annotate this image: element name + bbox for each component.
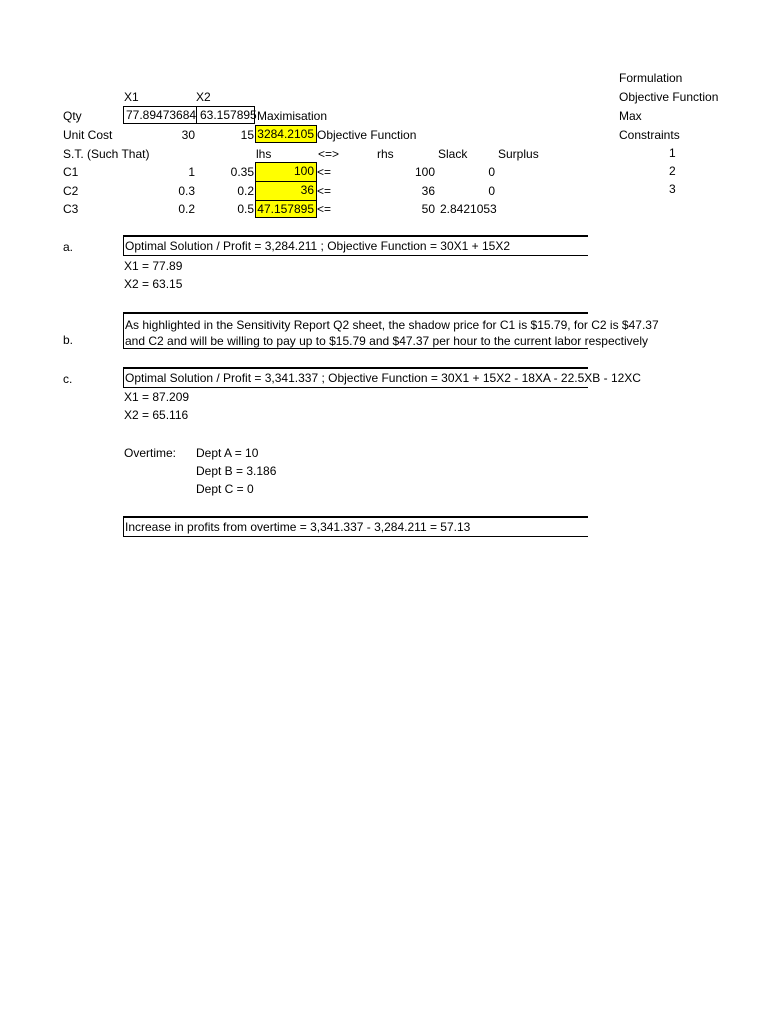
c2-lhs-cell[interactable]: 36 <box>255 181 317 200</box>
answer-b-box <box>123 312 659 349</box>
answer-c-x1: X1 = 87.209 <box>124 390 190 404</box>
formulation-constraint-1: 1 <box>669 146 676 160</box>
row-label-c1: C1 <box>63 165 79 179</box>
header-slack: Slack <box>438 147 468 161</box>
formulation-max: Max <box>619 109 642 123</box>
overtime-label: Overtime: <box>124 446 177 460</box>
header-x2: X2 <box>196 90 211 104</box>
c2-x1: 0.3 <box>178 184 195 198</box>
c3-lhs-cell[interactable]: 47.157895 <box>255 200 317 218</box>
c3-operator: <= <box>317 202 332 216</box>
answer-c-x2: X2 = 65.116 <box>124 408 189 422</box>
formulation-objective: Objective Function <box>619 90 719 104</box>
unit-cost-x1: 30 <box>181 128 195 142</box>
answer-a-letter: a. <box>63 240 74 254</box>
unit-cost-note: Objective Function <box>317 128 417 142</box>
qty-divider <box>196 106 197 124</box>
header-operator: <=> <box>318 147 340 161</box>
overtime-dept-b: Dept B = 3.186 <box>196 464 277 478</box>
c2-slack: 0 <box>488 184 495 198</box>
row-label-unit-cost: Unit Cost <box>63 128 113 142</box>
row-label-qty: Qty <box>63 109 82 123</box>
c2-operator: <= <box>317 184 332 198</box>
answer-c-headline: Optimal Solution / Profit = 3,341.337 ; Objective Function = 30X1 + 15X2 - 18XA - 22.5XB - 12XC <box>123 367 588 388</box>
answer-b-line1: As highlighted in the Sensitivity Report Q2 sheet, the shadow price for C1 is $15.79, for C2 is $47.37 <box>125 318 659 332</box>
c1-slack: 0 <box>488 165 495 179</box>
c1-x2: 0.35 <box>230 165 254 179</box>
unit-cost-x2: 15 <box>240 128 254 142</box>
c1-lhs-cell[interactable]: 100 <box>255 162 317 181</box>
header-lhs: lhs <box>256 147 272 161</box>
header-surplus: Surplus <box>498 147 539 161</box>
answer-a-headline: Optimal Solution / Profit = 3,284.211 ; Objective Function = 30X1 + 15X2 <box>123 235 588 256</box>
answer-b-letter: b. <box>63 333 74 347</box>
formulation-constraint-3: 3 <box>669 182 676 196</box>
formulation-constraints: Constraints <box>619 128 680 142</box>
row-label-st: S.T. (Such That) <box>63 147 150 161</box>
formulation-title: Formulation <box>619 71 683 85</box>
qty-box[interactable] <box>123 106 255 124</box>
overtime-dept-c: Dept C = 0 <box>196 482 254 496</box>
answer-c-letter: c. <box>63 372 73 386</box>
objective-value-cell[interactable]: 3284.2105 <box>255 125 317 143</box>
row-label-c3: C3 <box>63 202 79 216</box>
c3-slack: 2.8421053 <box>440 202 497 216</box>
c3-x1: 0.2 <box>178 202 195 216</box>
c1-operator: <= <box>317 165 332 179</box>
formulation-constraint-2: 2 <box>669 164 676 178</box>
c2-rhs: 36 <box>421 184 435 198</box>
header-rhs: rhs <box>377 147 394 161</box>
overtime-dept-a: Dept A = 10 <box>196 446 259 460</box>
c3-x2: 0.5 <box>237 202 254 216</box>
c2-x2: 0.2 <box>237 184 254 198</box>
qty-x2: 63.157895 <box>200 108 257 122</box>
header-x1: X1 <box>124 90 139 104</box>
row-label-c2: C2 <box>63 184 79 198</box>
answer-a-x2: X2 = 63.15 <box>124 277 183 291</box>
answer-b-line2: and C2 and will be willing to pay up to $15.79 and $47.37 per hour to the current labor respectively <box>125 334 648 348</box>
c3-rhs: 50 <box>421 202 435 216</box>
qty-note: Maximisation <box>257 109 328 123</box>
answer-a-x1: X1 = 77.89 <box>124 259 183 273</box>
c1-rhs: 100 <box>414 165 435 179</box>
c1-x1: 1 <box>188 165 195 179</box>
qty-x1: 77.89473684 <box>126 108 197 122</box>
increase-in-profits: Increase in profits from overtime = 3,341.337 - 3,284.211 = 57.13 <box>123 516 588 537</box>
